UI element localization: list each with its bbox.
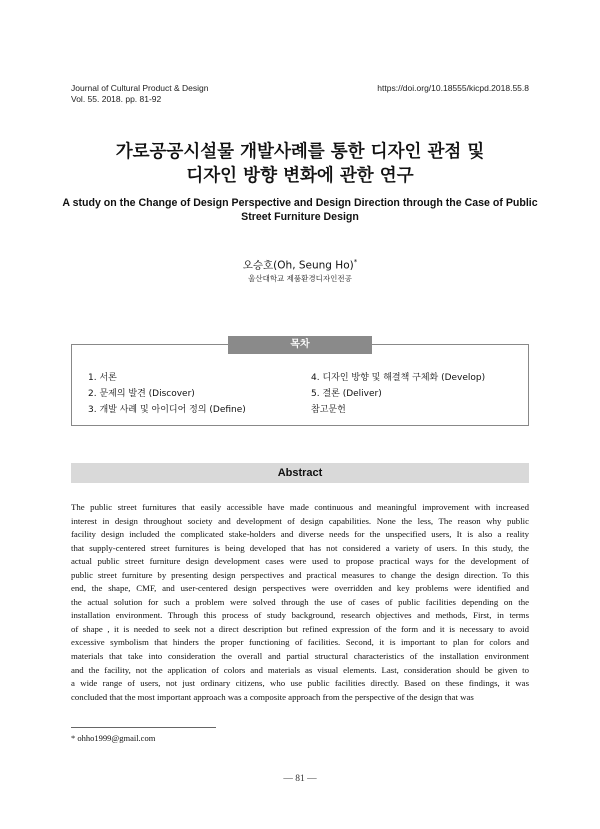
english-title bbox=[60, 196, 540, 224]
abstract-line: end, the shape, CMF, and user-centered design perspectives were overridden and key problems were identified and bbox=[71, 583, 529, 594]
doi-link[interactable]: https://doi.org/10.18555/kicpd.2018.55.8 bbox=[377, 83, 529, 93]
toc-item: 3. 개발 사례 및 아이디어 정의 (Define) bbox=[88, 405, 246, 415]
abstract-line: a wide range of users, not just ordinary citizens, who use public facilities directly. Based on these findings, it was bbox=[71, 678, 529, 689]
abstract-line: that supply-centered street furnitures is being developed that has not considered a variety of users. In this study, the bbox=[71, 542, 529, 553]
toc-left-column bbox=[88, 370, 246, 418]
abstract-line: The public street furnitures that easily accessible have made continuous and meaningful improvement with increased bbox=[71, 502, 529, 512]
korean-title bbox=[0, 140, 600, 188]
footnote-divider bbox=[71, 727, 216, 728]
abstract-line: facility design included the complicated stake-holders and diverse needs for the unspecified users, It is also a reality bbox=[71, 529, 529, 540]
author-name: 오승호(Oh, Seung Ho) bbox=[242, 259, 354, 272]
abstract-line: of shape , it is needed to seek not a direct description but refined expression of the form and it is necessary to avoid bbox=[71, 623, 529, 634]
toc-right-column bbox=[311, 370, 485, 418]
abstract-body bbox=[71, 501, 529, 704]
abstract-line: excessive symbolism that hinders the proper functioning of facilities. Second, it is important to plan for colors and bbox=[71, 637, 529, 648]
english-title-line: Street Furniture Design bbox=[241, 211, 359, 223]
abstract-line: interest in design throughout society and development of design capabilities. None the less, The reason why public bbox=[71, 515, 529, 526]
footnote-email: * ohho1999@gmail.com bbox=[71, 733, 156, 743]
abstract-line: materials that take into consideration the overall and partial structural characteristics of the installation environment bbox=[71, 651, 529, 662]
toc-item: 5. 결론 (Deliver) bbox=[311, 389, 382, 399]
toc-item: 참고문헌 bbox=[311, 405, 346, 415]
korean-title-line: 디자인 방향 변화에 관한 연구 bbox=[186, 166, 414, 186]
abstract-heading: Abstract bbox=[71, 463, 529, 483]
journal-name: Journal of Cultural Product & Design bbox=[71, 83, 209, 93]
abstract-line: public street furniture by presenting design perspectives and practical measures to change the design direction. To this bbox=[71, 569, 529, 580]
abstract-line: and the facility, not the application of colors and materials as visual elements. Last, consideration should be given to bbox=[71, 664, 529, 675]
journal-volume: Vol. 55. 2018. pp. 81-92 bbox=[71, 94, 162, 104]
abstract-line: the actual solution for such a problem were solved through the use of cases of public facilities depending on the bbox=[71, 596, 529, 607]
toc-heading: 목차 bbox=[228, 336, 372, 354]
toc-item: 2. 문제의 발견 (Discover) bbox=[88, 389, 195, 399]
abstract-line: actual public street furniture design development cases were used to propose practical ways for the development of bbox=[71, 556, 529, 567]
author-affiliation: 울산대학교 제품환경디자인전공 bbox=[248, 274, 352, 283]
abstract-line: installation environment. Through this process of study background, research objectives and methods, First, in terms bbox=[71, 610, 529, 621]
author-footnote-mark: * bbox=[353, 258, 358, 266]
journal-header bbox=[71, 83, 209, 105]
toc-item: 1. 서론 bbox=[88, 373, 117, 383]
author-line bbox=[0, 255, 600, 273]
korean-title-line: 가로공공시설물 개발사례를 통한 디자인 관점 및 bbox=[115, 142, 485, 162]
english-title-line: A study on the Change of Design Perspective and Design Direction through the Case of Public bbox=[62, 197, 538, 209]
page-number: — 81 — bbox=[283, 774, 317, 784]
toc-item: 4. 디자인 방향 및 해결책 구체화 (Develop) bbox=[311, 373, 486, 383]
abstract-line: concluded that the most important approach was a composite approach from the perspective of the design that was bbox=[71, 691, 474, 702]
